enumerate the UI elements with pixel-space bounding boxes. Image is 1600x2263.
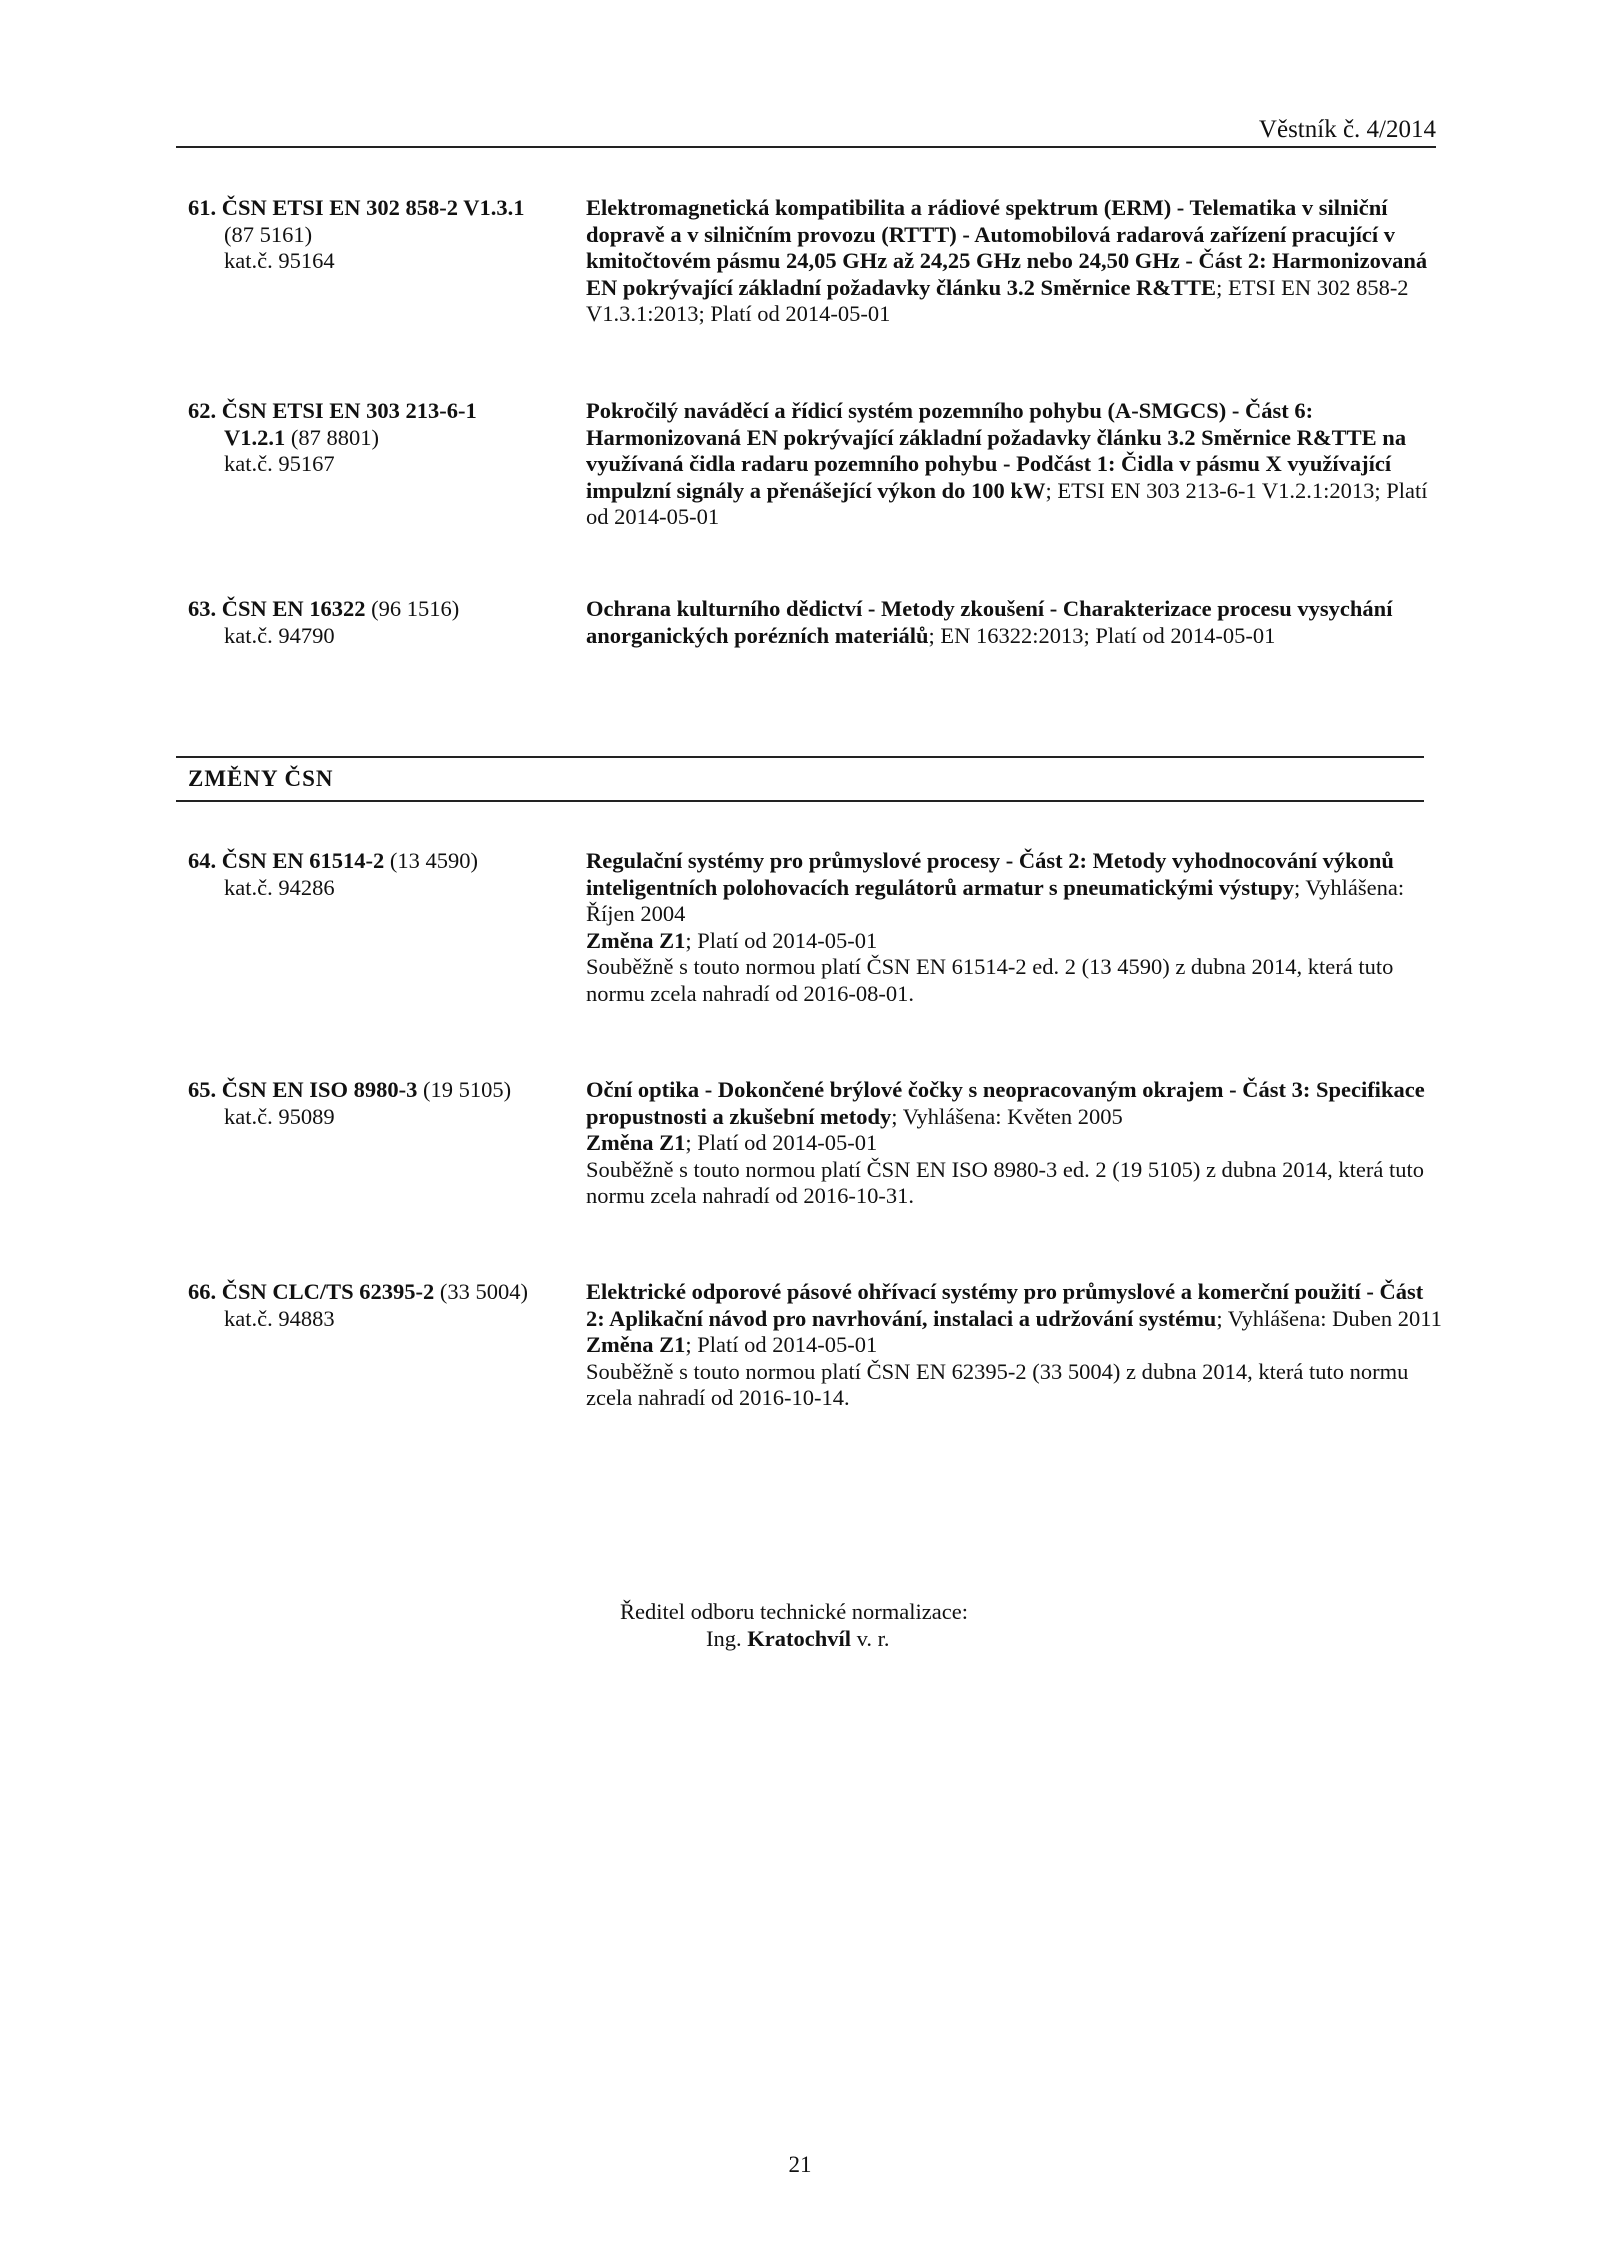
signatory-name-line <box>620 1625 968 1652</box>
announcement: ; Vyhlášena: Duben 2011 <box>1216 1305 1442 1331</box>
class-number: (13 4590) <box>384 848 479 873</box>
replacement-note: Souběžně s touto normou platí ČSN EN 62395-2 (33 5004) z dubna 2014, která tuto normu zcela nahradí od 2016-10-14. <box>586 1358 1409 1410</box>
replacement-note: Souběžně s touto normou platí ČSN EN ISO 8980-3 ed. 2 (19 5105) z dubna 2014, která tuto normu zcela nahradí od 2016-10-31. <box>586 1156 1425 1208</box>
standard-code: ČSN EN 16322 <box>221 596 366 621</box>
entry-code <box>188 848 568 901</box>
replacement-note: Souběžně s touto normou platí ČSN EN 61514-2 ed. 2 (13 4590) z dubna 2014, která tuto normu zcela nahradí od 2016-08-01. <box>586 954 1394 1006</box>
catalog-number: kat.č. 95164 <box>224 248 335 273</box>
announcement: ; Vyhlášena: Říjen 2004 <box>586 874 1405 926</box>
standard-title: Oční optika - Dokončené brýlové čočky s neopracovaným okrajem - Část 3: Specifikace propustnosti a zkušební metody <box>586 1077 1425 1129</box>
entry-number: 62. <box>188 398 217 423</box>
standard-title: Elektromagnetická kompatibilita a rádiové spektrum (ERM) - Telematika v silniční dopravě a v silničním provozu (RTTT) - Automobilová radarová zařízení pracující v kmitočtovém pásmu 24,05 GHz až 24,25 GHz nebo 24,50 GHz - Část 2: Harmonizovaná EN pokrývající základní požadavky článku 3.2 Směrnice R&TTE <box>586 195 1428 300</box>
signatory-title: Ředitel odboru technické normalizace: <box>620 1599 968 1624</box>
change-line <box>586 928 1446 955</box>
entry-code <box>188 398 568 478</box>
standard-details: ; ETSI EN 302 858-2 V1.3.1:2013; Platí od 2014-05-01 <box>586 274 1409 326</box>
entry-number: 65. <box>188 1077 217 1102</box>
class-number: (87 8801) <box>285 424 379 450</box>
change-label: Změna Z1 <box>586 1130 686 1155</box>
standard-code: ČSN EN 61514-2 <box>221 848 385 873</box>
standard-code: ČSN ETSI EN 302 858-2 V1.3.1 <box>221 195 525 220</box>
standard-title: Regulační systémy pro průmyslové procesy - Část 2: Metody vyhodnocování výkonů inteligentních polohovacích regulátorů armatur s pneumatickými výstupy <box>586 848 1394 900</box>
signature-block <box>620 1598 968 1652</box>
entry-number: 64. <box>188 848 217 873</box>
entry-title <box>586 848 1446 1007</box>
standard-title: Pokročilý naváděcí a řídicí systém pozemního pohybu (A-SMGCS) - Část 6: Harmonizovaná EN pokrývající základní požadavky článku 3.2 Směrnice R&TTE na využívaná čidla radaru pozemního pohybu - Podčást 1: Čidla v pásmu X využívající impulzní signály a přenášející výkon do 100 kW <box>586 398 1407 503</box>
catalog-number: kat.č. 94883 <box>224 1305 335 1331</box>
signatory-suffix: v. r. <box>850 1626 890 1651</box>
announcement: ; Vyhlášena: Květen 2005 <box>891 1103 1123 1129</box>
change-validity: ; Platí od 2014-05-01 <box>685 927 878 953</box>
journal-issue: Věstník č. 4/2014 <box>1258 116 1436 143</box>
entry-number: 66. <box>188 1279 217 1304</box>
entry-code <box>188 596 568 649</box>
class-number: (96 1516) <box>365 596 460 621</box>
change-line <box>586 1130 1446 1157</box>
standard-details: ; ETSI EN 303 213-6-1 V1.2.1:2013; Platí od 2014-05-01 <box>586 477 1428 529</box>
change-label: Změna Z1 <box>586 927 686 953</box>
entry-number: 63. <box>188 596 217 621</box>
standard-details: ; EN 16322:2013; Platí od 2014-05-01 <box>928 622 1276 648</box>
change-line <box>586 1332 1446 1359</box>
catalog-number: kat.č. 94790 <box>224 622 335 648</box>
class-number: (87 5161) <box>224 221 313 247</box>
standard-title: Elektrické odporové pásové ohřívací systémy pro průmyslové a komerční použití - Část 2: Aplikační návod pro navrhování, instalaci a udržování systému <box>586 1279 1424 1331</box>
class-number: (33 5004) <box>434 1279 529 1304</box>
catalog-number: kat.č. 94286 <box>224 874 335 900</box>
standard-code: ČSN ETSI EN 303 213-6-1 <box>221 398 477 423</box>
standard-version: V1.2.1 <box>224 424 286 450</box>
change-label: Změna Z1 <box>586 1332 686 1357</box>
standard-code-continued <box>188 425 568 452</box>
standard-code: ČSN EN ISO 8980-3 <box>221 1077 418 1102</box>
entry-title <box>586 596 1446 649</box>
standard-title: Ochrana kulturního dědictví - Metody zkoušení - Charakterizace procesu vysychání anorganických porézních materiálů <box>586 596 1393 648</box>
entry-title <box>586 1279 1446 1412</box>
signatory-prefix: Ing. <box>706 1626 748 1651</box>
change-validity: ; Platí od 2014-05-01 <box>685 1130 878 1155</box>
signatory-name: Kratochvíl <box>747 1626 851 1651</box>
catalog-number: kat.č. 95167 <box>224 451 335 476</box>
section-header <box>176 756 1424 802</box>
catalog-number: kat.č. 95089 <box>224 1103 335 1129</box>
page-number: 21 <box>788 2152 812 2177</box>
section-title: ZMĚNY ČSN <box>188 766 334 791</box>
entry-title <box>586 195 1446 328</box>
entry-code <box>188 1279 568 1332</box>
standard-code: ČSN CLC/TS 62395-2 <box>221 1279 435 1304</box>
entry-title <box>586 1077 1446 1210</box>
change-validity: ; Platí od 2014-05-01 <box>685 1332 878 1357</box>
entry-title <box>586 398 1446 531</box>
entry-number: 61. <box>188 195 217 220</box>
entry-code <box>188 1077 568 1130</box>
class-number: (19 5105) <box>417 1077 512 1102</box>
page-header <box>176 116 1436 148</box>
entry-code <box>188 195 568 275</box>
